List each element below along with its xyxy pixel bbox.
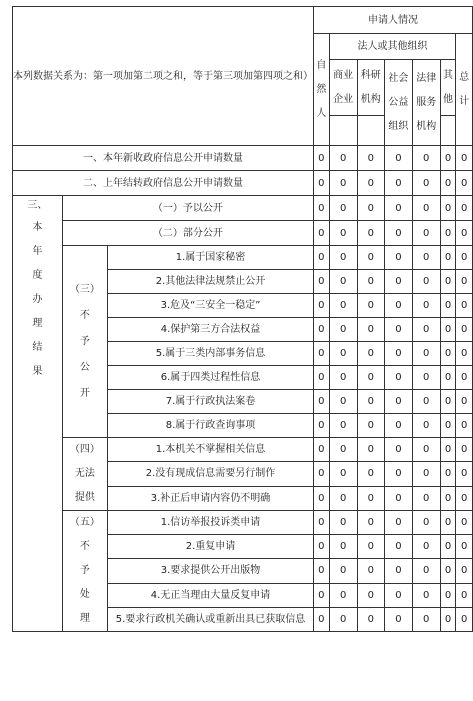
cell-value: 0 <box>357 438 384 462</box>
section3-number: 三、 <box>27 200 48 211</box>
cell-value: 0 <box>412 462 440 486</box>
cell-value: 0 <box>456 462 473 486</box>
cell-value: 0 <box>384 294 412 318</box>
data-relation-note: 本列数据关系为：第一项加第二项之和，等于第三项加第四项之和） <box>13 7 314 146</box>
row-label: 3.补正后申请内容仍不明确 <box>108 486 314 510</box>
row-label: 1.信访举报投诉类申请 <box>108 511 314 535</box>
cell-value: 0 <box>384 196 412 221</box>
cell-value: 0 <box>357 486 384 510</box>
row-label: 4.保护第三方合法权益 <box>108 318 314 342</box>
group3-label <box>62 246 107 438</box>
cell-value: 0 <box>440 171 456 196</box>
cell-value: 0 <box>329 414 357 438</box>
cell-value: 0 <box>314 607 330 631</box>
table-row <box>13 511 473 535</box>
cell-value: 0 <box>314 559 330 583</box>
cell-value: 0 <box>314 511 330 535</box>
cell-value: 0 <box>440 318 456 342</box>
cell-value: 0 <box>440 438 456 462</box>
cell-value: 0 <box>440 462 456 486</box>
cell-value: 0 <box>329 511 357 535</box>
cell-value: 0 <box>456 438 473 462</box>
cell-value: 0 <box>314 171 330 196</box>
cell-value: 0 <box>440 246 456 270</box>
row-label: 4.无正当理由大量反复申请 <box>108 583 314 607</box>
applicant-info-header: 申请人情况 <box>314 7 473 34</box>
group4-title-1: 无法 <box>74 468 95 479</box>
cell-value: 0 <box>314 318 330 342</box>
cell-value: 0 <box>384 246 412 270</box>
cell-value: 0 <box>412 270 440 294</box>
cell-value: 0 <box>456 196 473 221</box>
cell-value: 0 <box>412 366 440 390</box>
government-info-disclosure-table <box>12 6 473 632</box>
group5-label <box>62 511 107 632</box>
cell-value: 0 <box>456 583 473 607</box>
cell-value: 0 <box>384 511 412 535</box>
cell-value: 0 <box>314 221 330 246</box>
cell-value: 0 <box>314 535 330 559</box>
cell-value: 0 <box>384 366 412 390</box>
row-label: 5.要求行政机关确认或重新出具已获取信息 <box>108 607 314 631</box>
cell-value: 0 <box>412 414 440 438</box>
row-label: 2.重复申请 <box>108 535 314 559</box>
group4-number: （四） <box>69 444 100 455</box>
cell-value: 0 <box>384 607 412 631</box>
cell-value: 0 <box>412 486 440 510</box>
row-label: 一、本年新收政府信息公开申请数量 <box>13 146 314 171</box>
cell-value: 0 <box>329 246 357 270</box>
cell-value: 0 <box>456 390 473 414</box>
total-header: 总 计 <box>456 34 473 146</box>
cell-value: 0 <box>440 414 456 438</box>
cell-value: 0 <box>384 535 412 559</box>
cell-value: 0 <box>329 294 357 318</box>
cell-value: 0 <box>440 270 456 294</box>
cell-value: 0 <box>412 559 440 583</box>
table-row <box>13 438 473 462</box>
cell-value: 0 <box>357 342 384 366</box>
cell-value: 0 <box>329 438 357 462</box>
cell-value: 0 <box>456 146 473 171</box>
cell-value: 0 <box>357 511 384 535</box>
cell-value: 0 <box>314 342 330 366</box>
cell-value: 0 <box>412 583 440 607</box>
cell-value: 0 <box>314 462 330 486</box>
cell-value: 0 <box>384 559 412 583</box>
row-label: 6.属于四类过程性信息 <box>108 366 314 390</box>
cell-value: 0 <box>412 246 440 270</box>
cell-value: 0 <box>440 390 456 414</box>
cell-value: 0 <box>412 535 440 559</box>
section3-title: 本 年 度 办 理 结 果 <box>32 222 43 377</box>
cell-value: 0 <box>440 221 456 246</box>
table-row <box>13 246 473 270</box>
cell-value: 0 <box>357 318 384 342</box>
cell-value: 0 <box>412 196 440 221</box>
cell-value: 0 <box>329 607 357 631</box>
group5-title: 不 予 处 理 <box>79 541 90 624</box>
group3-title: 不 予 公 开 <box>79 309 90 399</box>
cell-value: 0 <box>384 318 412 342</box>
cell-value: 0 <box>329 390 357 414</box>
cell-value: 0 <box>357 559 384 583</box>
cell-value: 0 <box>384 342 412 366</box>
group3-number: （三） <box>69 283 100 295</box>
cell-value: 0 <box>440 583 456 607</box>
cell-value: 0 <box>357 294 384 318</box>
cell-value: 0 <box>384 583 412 607</box>
cell-value: 0 <box>329 462 357 486</box>
commercial-enterprise-header: 商业 企业 <box>329 60 357 116</box>
cell-value: 0 <box>456 246 473 270</box>
row-label: 3.危及“三安全一稳定” <box>108 294 314 318</box>
header-spacer <box>329 116 357 146</box>
cell-value: 0 <box>329 583 357 607</box>
cell-value: 0 <box>329 342 357 366</box>
cell-value: 0 <box>314 196 330 221</box>
cell-value: 0 <box>384 486 412 510</box>
cell-value: 0 <box>384 146 412 171</box>
cell-value: 0 <box>357 462 384 486</box>
group4-title-2: 提供 <box>74 492 95 503</box>
cell-value: 0 <box>456 607 473 631</box>
cell-value: 0 <box>314 486 330 510</box>
cell-value: 0 <box>456 318 473 342</box>
cell-value: 0 <box>456 559 473 583</box>
social-welfare-org-header: 社会 公益 组织 <box>384 60 412 146</box>
cell-value: 0 <box>440 294 456 318</box>
cell-value: 0 <box>412 146 440 171</box>
row-label: 5.属于三类内部事务信息 <box>108 342 314 366</box>
cell-value: 0 <box>357 607 384 631</box>
cell-value: 0 <box>329 221 357 246</box>
cell-value: 0 <box>456 270 473 294</box>
cell-value: 0 <box>357 414 384 438</box>
cell-value: 0 <box>456 221 473 246</box>
cell-value: 0 <box>314 294 330 318</box>
table-row <box>13 146 473 171</box>
cell-value: 0 <box>314 270 330 294</box>
row-label: 7.属于行政执法案卷 <box>108 390 314 414</box>
row-label: 2.没有现成信息需要另行制作 <box>108 462 314 486</box>
cell-value: 0 <box>329 366 357 390</box>
row-label: 1.属于国家秘密 <box>108 246 314 270</box>
cell-value: 0 <box>456 171 473 196</box>
cell-value: 0 <box>384 390 412 414</box>
cell-value: 0 <box>384 462 412 486</box>
cell-value: 0 <box>456 342 473 366</box>
cell-value: 0 <box>456 294 473 318</box>
cell-value: 0 <box>456 414 473 438</box>
row-label: 8.属于行政查询事项 <box>108 414 314 438</box>
group4-label <box>62 438 107 511</box>
cell-value: 0 <box>440 535 456 559</box>
legal-orgs-header: 法人或其他组织 <box>329 34 456 60</box>
cell-value: 0 <box>412 438 440 462</box>
cell-value: 0 <box>440 146 456 171</box>
cell-value: 0 <box>412 342 440 366</box>
cell-value: 0 <box>456 486 473 510</box>
cell-value: 0 <box>440 366 456 390</box>
row-label: （二）部分公开 <box>62 221 313 246</box>
cell-value: 0 <box>384 414 412 438</box>
cell-value: 0 <box>329 171 357 196</box>
cell-value: 0 <box>440 486 456 510</box>
row-label: 1.本机关不掌握相关信息 <box>108 438 314 462</box>
row-label: 3.要求提供公开出版物 <box>108 559 314 583</box>
cell-value: 0 <box>357 583 384 607</box>
cell-value: 0 <box>412 221 440 246</box>
cell-value: 0 <box>357 196 384 221</box>
cell-value: 0 <box>440 196 456 221</box>
cell-value: 0 <box>384 438 412 462</box>
cell-value: 0 <box>314 414 330 438</box>
cell-value: 0 <box>314 246 330 270</box>
cell-value: 0 <box>329 486 357 510</box>
other-header: 其 他 <box>440 60 456 116</box>
cell-value: 0 <box>440 559 456 583</box>
cell-value: 0 <box>357 390 384 414</box>
table-row <box>13 221 473 246</box>
natural-person-header: 自 然 人 <box>314 34 330 146</box>
cell-value: 0 <box>412 171 440 196</box>
cell-value: 0 <box>357 146 384 171</box>
research-institution-header: 科研 机构 <box>357 60 384 116</box>
cell-value: 0 <box>357 246 384 270</box>
cell-value: 0 <box>456 511 473 535</box>
row-label: 2.其他法律法规禁止公开 <box>108 270 314 294</box>
cell-value: 0 <box>329 559 357 583</box>
cell-value: 0 <box>412 390 440 414</box>
section3-label <box>13 196 63 632</box>
cell-value: 0 <box>384 221 412 246</box>
cell-value: 0 <box>329 318 357 342</box>
cell-value: 0 <box>357 270 384 294</box>
cell-value: 0 <box>357 535 384 559</box>
cell-value: 0 <box>384 171 412 196</box>
cell-value: 0 <box>412 607 440 631</box>
cell-value: 0 <box>357 171 384 196</box>
table-row <box>13 196 473 221</box>
cell-value: 0 <box>329 535 357 559</box>
cell-value: 0 <box>384 270 412 294</box>
cell-value: 0 <box>329 196 357 221</box>
group5-number: （五） <box>69 517 100 528</box>
cell-value: 0 <box>329 270 357 294</box>
cell-value: 0 <box>314 583 330 607</box>
cell-value: 0 <box>314 366 330 390</box>
cell-value: 0 <box>314 146 330 171</box>
cell-value: 0 <box>440 511 456 535</box>
cell-value: 0 <box>412 318 440 342</box>
header-spacer <box>357 116 384 146</box>
row-label: （一）予以公开 <box>62 196 313 221</box>
cell-value: 0 <box>440 342 456 366</box>
table-row <box>13 171 473 196</box>
cell-value: 0 <box>357 221 384 246</box>
cell-value: 0 <box>314 390 330 414</box>
cell-value: 0 <box>314 438 330 462</box>
legal-service-org-header: 法律 服务 机构 <box>412 60 440 146</box>
header-spacer <box>440 116 456 146</box>
cell-value: 0 <box>456 366 473 390</box>
cell-value: 0 <box>412 511 440 535</box>
cell-value: 0 <box>357 366 384 390</box>
cell-value: 0 <box>456 535 473 559</box>
cell-value: 0 <box>412 294 440 318</box>
row-label: 二、上年结转政府信息公开申请数量 <box>13 171 314 196</box>
cell-value: 0 <box>329 146 357 171</box>
cell-value: 0 <box>440 607 456 631</box>
